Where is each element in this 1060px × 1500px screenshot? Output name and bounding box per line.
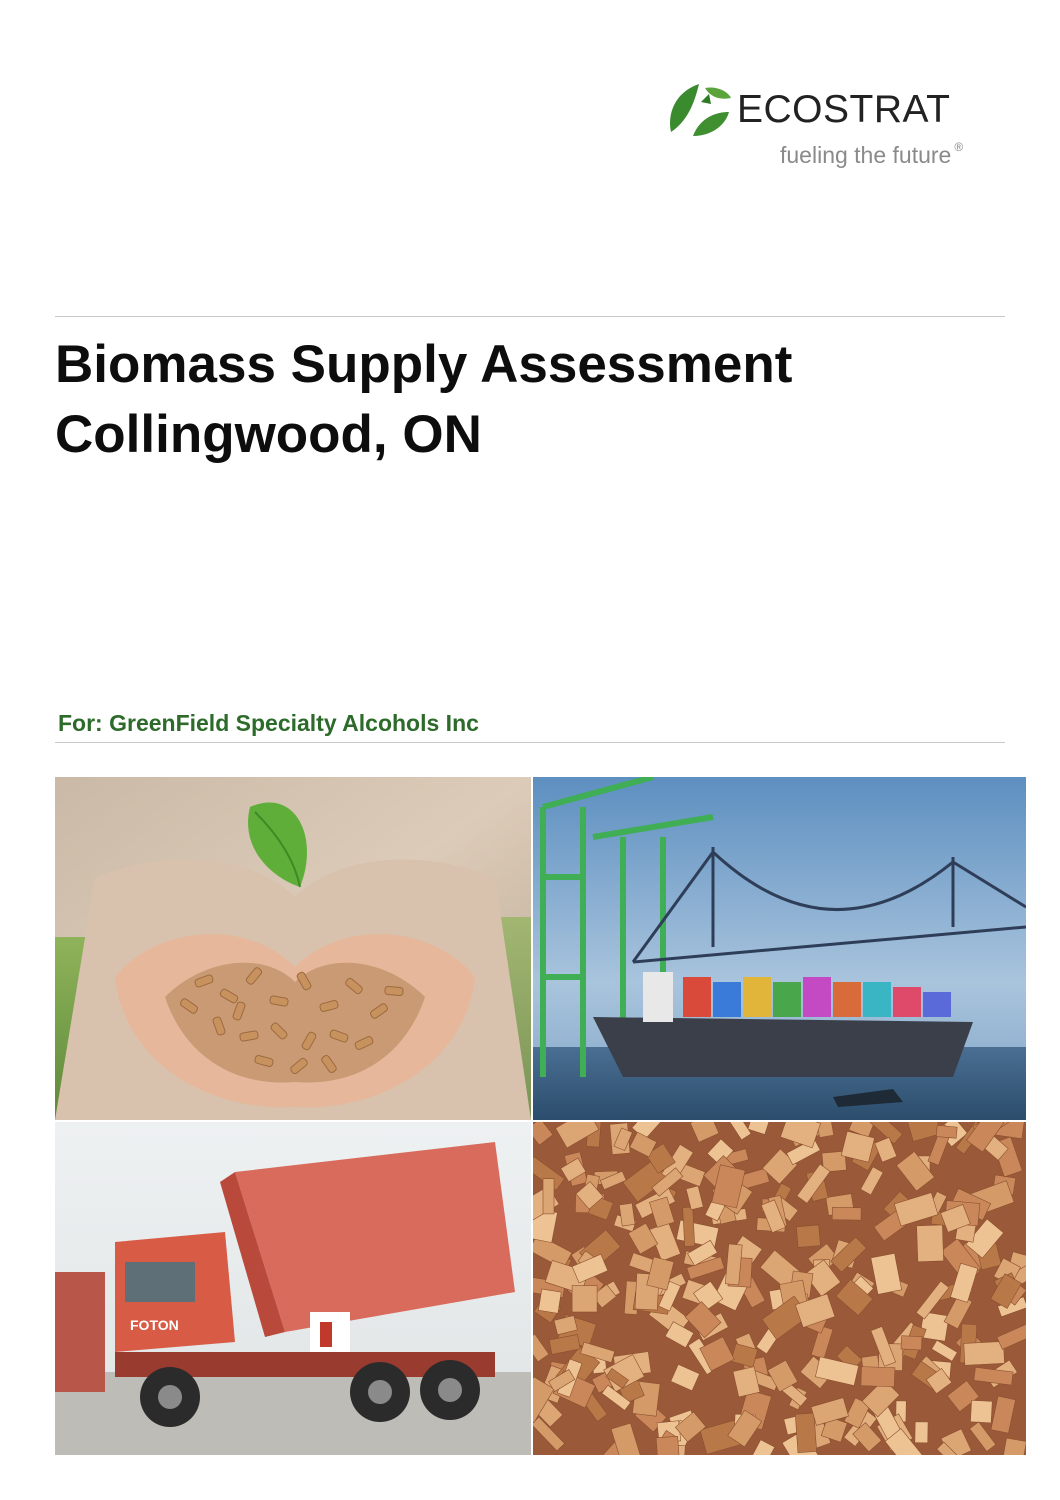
registered-mark: ® — [954, 140, 964, 154]
wood-chip — [936, 1125, 957, 1138]
logo-tagline — [780, 142, 963, 169]
wood-chip — [901, 1336, 922, 1350]
top-divider — [55, 316, 1005, 317]
photo-hands-pellets — [55, 777, 531, 1120]
report-title — [55, 330, 792, 470]
wood-chip — [572, 1286, 597, 1312]
photo-container-port — [533, 777, 1026, 1120]
wood-chip — [861, 1367, 895, 1387]
wood-chip — [543, 1179, 554, 1214]
wood-chip — [683, 1207, 695, 1246]
wood-chip — [917, 1225, 944, 1262]
leaf-logo-icon — [665, 80, 733, 138]
report-title-line2: Collingwood, ON — [55, 405, 482, 464]
wood-chip — [538, 1289, 561, 1313]
wood-chip — [1003, 1438, 1026, 1455]
photo-wood-chips — [533, 1122, 1026, 1455]
photo-dump-truck — [55, 1122, 531, 1455]
logo-wordmark: ECOSTRAT — [737, 88, 951, 131]
client-line: For: GreenField Specialty Alcohols Inc — [58, 710, 479, 736]
logo-tagline-text: fueling the future — [780, 142, 952, 168]
report-title-line1: Biomass Supply Assessment — [55, 335, 793, 394]
wood-chip — [964, 1341, 1005, 1365]
wood-chip — [795, 1413, 816, 1453]
wood-chip — [970, 1400, 992, 1423]
wood-chip — [796, 1225, 820, 1248]
wood-chip — [619, 1203, 635, 1226]
wood-chip — [832, 1207, 861, 1220]
wood-chip — [656, 1436, 680, 1455]
client-divider — [55, 742, 1005, 743]
truck-brand-label: FOTON — [130, 1317, 179, 1333]
ecostrat-logo — [665, 80, 1015, 175]
wood-chip — [915, 1422, 928, 1443]
